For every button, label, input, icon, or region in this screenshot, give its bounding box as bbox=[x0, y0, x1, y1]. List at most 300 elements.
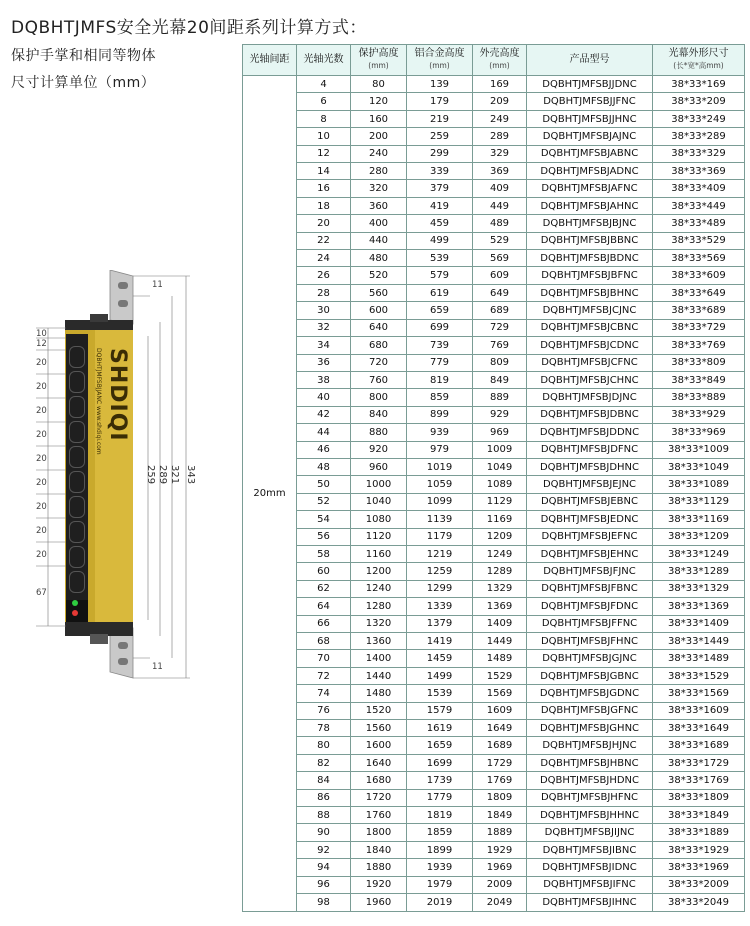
dimension-cell: 38*33*1489 bbox=[653, 650, 745, 667]
beam-count-cell: 6 bbox=[297, 93, 351, 110]
table-row bbox=[243, 598, 745, 615]
housing-height-cell: 1769 bbox=[473, 772, 527, 789]
beam-count-cell: 70 bbox=[297, 650, 351, 667]
beam-count-cell: 64 bbox=[297, 598, 351, 615]
aluminum-height-cell: 1899 bbox=[407, 841, 473, 858]
beam-count-cell: 16 bbox=[297, 180, 351, 197]
model-cell: DQBHTJMFSBJIBNC bbox=[527, 841, 653, 858]
model-cell: DQBHTJMFSBJAJNC bbox=[527, 128, 653, 145]
housing-height-cell: 1049 bbox=[473, 458, 527, 475]
protection-height-cell: 1800 bbox=[351, 824, 407, 841]
subtitle-unit: 尺寸计算单位（mm） bbox=[11, 75, 156, 91]
dimension-cell: 38*33*209 bbox=[653, 93, 745, 110]
aluminum-height-cell: 1019 bbox=[407, 458, 473, 475]
protection-height-cell: 1520 bbox=[351, 702, 407, 719]
model-cell: DQBHTJMFSBJFBNC bbox=[527, 580, 653, 597]
aluminum-height-cell: 539 bbox=[407, 250, 473, 267]
beam-count-cell: 42 bbox=[297, 406, 351, 423]
model-cell: DQBHTJMFSBJCJNC bbox=[527, 302, 653, 319]
aluminum-height-cell: 579 bbox=[407, 267, 473, 284]
dimension-cell: 38*33*1609 bbox=[653, 702, 745, 719]
beam-count-cell: 10 bbox=[297, 128, 351, 145]
dim-label: 20 bbox=[36, 382, 47, 392]
table-row bbox=[243, 476, 745, 493]
dimension-cell: 38*33*1369 bbox=[653, 598, 745, 615]
aluminum-height-cell: 1459 bbox=[407, 650, 473, 667]
aluminum-height-cell: 459 bbox=[407, 215, 473, 232]
protection-height-cell: 1000 bbox=[351, 476, 407, 493]
housing-height-cell: 449 bbox=[473, 197, 527, 214]
protection-height-cell: 680 bbox=[351, 337, 407, 354]
model-cell: DQBHTJMFSBJBDNC bbox=[527, 250, 653, 267]
table-row bbox=[243, 337, 745, 354]
protection-height-cell: 1160 bbox=[351, 545, 407, 562]
housing-height-cell: 289 bbox=[473, 128, 527, 145]
protection-height-cell: 920 bbox=[351, 441, 407, 458]
housing-height-cell: 1009 bbox=[473, 441, 527, 458]
protection-height-cell: 880 bbox=[351, 424, 407, 441]
beam-count-cell: 88 bbox=[297, 807, 351, 824]
dimension-cell: 38*33*1849 bbox=[653, 807, 745, 824]
protection-height-cell: 1400 bbox=[351, 650, 407, 667]
height-dim: 343 bbox=[185, 465, 196, 485]
aluminum-height-cell: 779 bbox=[407, 354, 473, 371]
model-cell: DQBHTJMFSBJEJNC bbox=[527, 476, 653, 493]
header-cell: 光轴间距 bbox=[243, 45, 297, 76]
protection-height-cell: 280 bbox=[351, 163, 407, 180]
table-row bbox=[243, 406, 745, 423]
dimension-cell: 38*33*1729 bbox=[653, 754, 745, 771]
beam-count-cell: 50 bbox=[297, 476, 351, 493]
protection-height-cell: 1040 bbox=[351, 493, 407, 510]
protection-height-cell: 400 bbox=[351, 215, 407, 232]
dimension-cell: 38*33*1009 bbox=[653, 441, 745, 458]
model-cell: DQBHTJMFSBJBFNC bbox=[527, 267, 653, 284]
aluminum-height-cell: 259 bbox=[407, 128, 473, 145]
beam-count-cell: 60 bbox=[297, 563, 351, 580]
model-cell: DQBHTJMFSBJFHNC bbox=[527, 633, 653, 650]
beam-count-cell: 56 bbox=[297, 528, 351, 545]
table-row bbox=[243, 754, 745, 771]
beam-count-cell: 66 bbox=[297, 615, 351, 632]
height-dim: 259 bbox=[145, 465, 156, 485]
protection-height-cell: 1480 bbox=[351, 685, 407, 702]
housing-height-cell: 1969 bbox=[473, 859, 527, 876]
aluminum-height-cell: 1699 bbox=[407, 754, 473, 771]
protection-height-cell: 800 bbox=[351, 389, 407, 406]
aluminum-height-cell: 859 bbox=[407, 389, 473, 406]
beam-count-cell: 38 bbox=[297, 371, 351, 388]
dimension-cell: 38*33*449 bbox=[653, 197, 745, 214]
aluminum-height-cell: 1379 bbox=[407, 615, 473, 632]
beam-count-cell: 82 bbox=[297, 754, 351, 771]
protection-height-cell: 1760 bbox=[351, 807, 407, 824]
table-row bbox=[243, 737, 745, 754]
protection-height-cell: 600 bbox=[351, 302, 407, 319]
aluminum-height-cell: 1139 bbox=[407, 511, 473, 528]
beam-count-cell: 62 bbox=[297, 580, 351, 597]
beam-count-cell: 28 bbox=[297, 284, 351, 301]
model-cell: DQBHTJMFSBJHFNC bbox=[527, 789, 653, 806]
beam-count-cell: 30 bbox=[297, 302, 351, 319]
table-row bbox=[243, 615, 745, 632]
housing-height-cell: 529 bbox=[473, 232, 527, 249]
protection-height-cell: 1680 bbox=[351, 772, 407, 789]
model-cell: DQBHTJMFSBJGJNC bbox=[527, 650, 653, 667]
aluminum-height-cell: 1179 bbox=[407, 528, 473, 545]
dimension-cell: 38*33*849 bbox=[653, 371, 745, 388]
beam-count-cell: 26 bbox=[297, 267, 351, 284]
table-row bbox=[243, 441, 745, 458]
dimension-cell: 38*33*369 bbox=[653, 163, 745, 180]
dimension-cell: 38*33*1969 bbox=[653, 859, 745, 876]
aluminum-height-cell: 619 bbox=[407, 284, 473, 301]
housing-height-cell: 169 bbox=[473, 76, 527, 93]
model-cell: DQBHTJMFSBJCDNC bbox=[527, 337, 653, 354]
model-cell: DQBHTJMFSBJHDNC bbox=[527, 772, 653, 789]
beam-count-cell: 90 bbox=[297, 824, 351, 841]
beam-count-cell: 84 bbox=[297, 772, 351, 789]
housing-height-cell: 1449 bbox=[473, 633, 527, 650]
table-row bbox=[243, 93, 745, 110]
protection-height-cell: 520 bbox=[351, 267, 407, 284]
dimension-cell: 38*33*1209 bbox=[653, 528, 745, 545]
model-cell: DQBHTJMFSBJFJNC bbox=[527, 563, 653, 580]
table-row bbox=[243, 371, 745, 388]
model-cell: DQBHTJMFSBJCFNC bbox=[527, 354, 653, 371]
housing-height-cell: 769 bbox=[473, 337, 527, 354]
protection-height-cell: 1600 bbox=[351, 737, 407, 754]
header-cell: 光轴光数 bbox=[297, 45, 351, 76]
model-cell: DQBHTJMFSBJDDNC bbox=[527, 424, 653, 441]
model-cell: DQBHTJMFSBJIJNC bbox=[527, 824, 653, 841]
height-dim: 289 bbox=[157, 465, 168, 485]
housing-height-cell: 689 bbox=[473, 302, 527, 319]
protection-height-cell: 760 bbox=[351, 371, 407, 388]
housing-height-cell: 489 bbox=[473, 215, 527, 232]
model-cell: DQBHTJMFSBJEBNC bbox=[527, 493, 653, 510]
dim-label: 20 bbox=[36, 526, 47, 536]
housing-height-cell: 409 bbox=[473, 180, 527, 197]
beam-count-cell: 92 bbox=[297, 841, 351, 858]
protection-height-cell: 200 bbox=[351, 128, 407, 145]
beam-count-cell: 24 bbox=[297, 250, 351, 267]
housing-height-cell: 1889 bbox=[473, 824, 527, 841]
protection-height-cell: 1240 bbox=[351, 580, 407, 597]
aluminum-height-cell: 899 bbox=[407, 406, 473, 423]
beam-count-cell: 12 bbox=[297, 145, 351, 162]
dimension-cell: 38*33*529 bbox=[653, 232, 745, 249]
aluminum-height-cell: 1579 bbox=[407, 702, 473, 719]
model-cell: DQBHTJMFSBJDFNC bbox=[527, 441, 653, 458]
spec-table-body bbox=[243, 76, 745, 912]
dimension-cell: 38*33*289 bbox=[653, 128, 745, 145]
protection-height-cell: 560 bbox=[351, 284, 407, 301]
protection-height-cell: 1920 bbox=[351, 876, 407, 893]
dimension-cell: 38*33*169 bbox=[653, 76, 745, 93]
dimension-cell: 38*33*1929 bbox=[653, 841, 745, 858]
table-row bbox=[243, 841, 745, 858]
aluminum-height-cell: 1659 bbox=[407, 737, 473, 754]
header-cell: 保护高度 (mm) bbox=[351, 45, 407, 76]
table-row bbox=[243, 128, 745, 145]
dimension-cell: 38*33*1329 bbox=[653, 580, 745, 597]
protection-height-cell: 1360 bbox=[351, 633, 407, 650]
beam-count-cell: 40 bbox=[297, 389, 351, 406]
protection-height-cell: 1720 bbox=[351, 789, 407, 806]
aluminum-height-cell: 1259 bbox=[407, 563, 473, 580]
table-row bbox=[243, 110, 745, 127]
protection-height-cell: 120 bbox=[351, 93, 407, 110]
housing-height-cell: 369 bbox=[473, 163, 527, 180]
beam-count-cell: 86 bbox=[297, 789, 351, 806]
protection-height-cell: 1200 bbox=[351, 563, 407, 580]
dimension-cell: 38*33*649 bbox=[653, 284, 745, 301]
dimension-cell: 38*33*889 bbox=[653, 389, 745, 406]
aluminum-height-cell: 2019 bbox=[407, 894, 473, 912]
protection-height-cell: 360 bbox=[351, 197, 407, 214]
model-cell: DQBHTJMFSBJEHNC bbox=[527, 545, 653, 562]
aluminum-height-cell: 179 bbox=[407, 93, 473, 110]
aluminum-height-cell: 1939 bbox=[407, 859, 473, 876]
housing-height-cell: 1809 bbox=[473, 789, 527, 806]
dim-label: 20 bbox=[36, 430, 47, 440]
dimension-cell: 38*33*249 bbox=[653, 110, 745, 127]
aluminum-height-cell: 139 bbox=[407, 76, 473, 93]
protection-height-cell: 1640 bbox=[351, 754, 407, 771]
housing-height-cell: 1129 bbox=[473, 493, 527, 510]
dimension-cell: 38*33*1689 bbox=[653, 737, 745, 754]
dimension-cell: 38*33*809 bbox=[653, 354, 745, 371]
table-row bbox=[243, 528, 745, 545]
model-cell: DQBHTJMFSBJGDNC bbox=[527, 685, 653, 702]
beam-count-cell: 34 bbox=[297, 337, 351, 354]
protection-height-cell: 1440 bbox=[351, 667, 407, 684]
top-bracket-dim: 11 bbox=[152, 280, 163, 290]
housing-height-cell: 329 bbox=[473, 145, 527, 162]
table-row bbox=[243, 876, 745, 893]
housing-height-cell: 969 bbox=[473, 424, 527, 441]
beam-count-cell: 96 bbox=[297, 876, 351, 893]
dimension-cell: 38*33*729 bbox=[653, 319, 745, 336]
beam-count-cell: 98 bbox=[297, 894, 351, 912]
model-cell: DQBHTJMFSBJDJNC bbox=[527, 389, 653, 406]
housing-height-cell: 649 bbox=[473, 284, 527, 301]
model-cell: DQBHTJMFSBJFFNC bbox=[527, 615, 653, 632]
dim-label: 20 bbox=[36, 358, 47, 368]
table-row bbox=[243, 859, 745, 876]
beam-count-cell: 22 bbox=[297, 232, 351, 249]
housing-height-cell: 1649 bbox=[473, 720, 527, 737]
model-cell: DQBHTJMFSBJHBNC bbox=[527, 754, 653, 771]
dim-label: 20 bbox=[36, 454, 47, 464]
brand-logo: SHDIQI bbox=[105, 348, 130, 442]
dimension-cell: 38*33*2009 bbox=[653, 876, 745, 893]
dimension-cell: 38*33*409 bbox=[653, 180, 745, 197]
header-cell: 光幕外形尺寸 (长*宽*高mm) bbox=[653, 45, 745, 76]
side-label: DQBHTJMFSBJJANC www.shdiqi.com bbox=[95, 348, 102, 455]
beam-count-cell: 80 bbox=[297, 737, 351, 754]
table-row bbox=[243, 458, 745, 475]
dimension-cell: 38*33*1289 bbox=[653, 563, 745, 580]
table-row bbox=[243, 633, 745, 650]
table-row bbox=[243, 267, 745, 284]
dimension-cell: 38*33*569 bbox=[653, 250, 745, 267]
table-row bbox=[243, 284, 745, 301]
model-cell: DQBHTJMFSBJGBNC bbox=[527, 667, 653, 684]
dimension-cell: 38*33*489 bbox=[653, 215, 745, 232]
beam-count-cell: 48 bbox=[297, 458, 351, 475]
aluminum-height-cell: 299 bbox=[407, 145, 473, 162]
aluminum-height-cell: 1539 bbox=[407, 685, 473, 702]
model-cell: DQBHTJMFSBJHHNC bbox=[527, 807, 653, 824]
lens-column bbox=[69, 346, 85, 596]
dimension-cell: 38*33*1809 bbox=[653, 789, 745, 806]
table-row bbox=[243, 650, 745, 667]
aluminum-height-cell: 1339 bbox=[407, 598, 473, 615]
table-row bbox=[243, 163, 745, 180]
table-row bbox=[243, 250, 745, 267]
table-row bbox=[243, 389, 745, 406]
table-row bbox=[243, 545, 745, 562]
dimension-cell: 38*33*1409 bbox=[653, 615, 745, 632]
beam-count-cell: 74 bbox=[297, 685, 351, 702]
housing-height-cell: 1729 bbox=[473, 754, 527, 771]
model-cell: DQBHTJMFSBJCBNC bbox=[527, 319, 653, 336]
page-title: DQBHTJMFS安全光幕20间距系列计算方式： bbox=[11, 18, 367, 38]
beam-count-cell: 68 bbox=[297, 633, 351, 650]
dimension-cell: 38*33*2049 bbox=[653, 894, 745, 912]
model-cell: DQBHTJMFSBJJHNC bbox=[527, 110, 653, 127]
model-cell: DQBHTJMFSBJEFNC bbox=[527, 528, 653, 545]
table-row bbox=[243, 789, 745, 806]
model-cell: DQBHTJMFSBJABNC bbox=[527, 145, 653, 162]
protection-height-cell: 80 bbox=[351, 76, 407, 93]
model-cell: DQBHTJMFSBJBJNC bbox=[527, 215, 653, 232]
table-row bbox=[243, 424, 745, 441]
dimension-cell: 38*33*1169 bbox=[653, 511, 745, 528]
model-cell: DQBHTJMFSBJBHNC bbox=[527, 284, 653, 301]
protection-height-cell: 840 bbox=[351, 406, 407, 423]
table-row bbox=[243, 354, 745, 371]
aluminum-height-cell: 1739 bbox=[407, 772, 473, 789]
height-dim: 321 bbox=[169, 465, 180, 485]
dimension-cell: 38*33*1889 bbox=[653, 824, 745, 841]
aluminum-height-cell: 819 bbox=[407, 371, 473, 388]
housing-height-cell: 1209 bbox=[473, 528, 527, 545]
model-cell: DQBHTJMFSBJAFNC bbox=[527, 180, 653, 197]
header-cell: 外壳高度 (mm) bbox=[473, 45, 527, 76]
model-cell: DQBHTJMFSBJIDNC bbox=[527, 859, 653, 876]
aluminum-height-cell: 1419 bbox=[407, 633, 473, 650]
model-cell: DQBHTJMFSBJEDNC bbox=[527, 511, 653, 528]
dimension-cell: 38*33*329 bbox=[653, 145, 745, 162]
beam-count-cell: 94 bbox=[297, 859, 351, 876]
protection-height-cell: 720 bbox=[351, 354, 407, 371]
table-row bbox=[243, 894, 745, 912]
model-cell: DQBHTJMFSBJJFNC bbox=[527, 93, 653, 110]
housing-height-cell: 1609 bbox=[473, 702, 527, 719]
dimension-cell: 38*33*1529 bbox=[653, 667, 745, 684]
table-header-row bbox=[243, 45, 745, 76]
table-row bbox=[243, 302, 745, 319]
status-led-red-icon bbox=[72, 610, 78, 616]
dim-label: 20 bbox=[36, 502, 47, 512]
dimension-cell: 38*33*1649 bbox=[653, 720, 745, 737]
protection-height-cell: 1560 bbox=[351, 720, 407, 737]
aluminum-height-cell: 219 bbox=[407, 110, 473, 127]
model-cell: DQBHTJMFSBJGHNC bbox=[527, 720, 653, 737]
housing-height-cell: 1249 bbox=[473, 545, 527, 562]
aluminum-height-cell: 1979 bbox=[407, 876, 473, 893]
aluminum-height-cell: 659 bbox=[407, 302, 473, 319]
dimension-cell: 38*33*1129 bbox=[653, 493, 745, 510]
protection-height-cell: 1120 bbox=[351, 528, 407, 545]
housing-height-cell: 1369 bbox=[473, 598, 527, 615]
table-row bbox=[243, 180, 745, 197]
table-row bbox=[243, 824, 745, 841]
housing-height-cell: 1689 bbox=[473, 737, 527, 754]
dim-label: 20 bbox=[36, 478, 47, 488]
housing-height-cell: 1929 bbox=[473, 841, 527, 858]
housing-height-cell: 1329 bbox=[473, 580, 527, 597]
aluminum-height-cell: 1619 bbox=[407, 720, 473, 737]
beam-count-cell: 4 bbox=[297, 76, 351, 93]
housing-height-cell: 1089 bbox=[473, 476, 527, 493]
table-row bbox=[243, 493, 745, 510]
aluminum-height-cell: 739 bbox=[407, 337, 473, 354]
model-cell: DQBHTJMFSBJDBNC bbox=[527, 406, 653, 423]
table-row bbox=[243, 145, 745, 162]
model-cell: DQBHTJMFSBJFDNC bbox=[527, 598, 653, 615]
axis-spacing-cell: 20mm bbox=[243, 76, 297, 912]
aluminum-height-cell: 939 bbox=[407, 424, 473, 441]
table-row bbox=[243, 580, 745, 597]
protection-height-cell: 960 bbox=[351, 458, 407, 475]
model-cell: DQBHTJMFSBJIHNC bbox=[527, 894, 653, 912]
table-row bbox=[243, 76, 745, 93]
aluminum-height-cell: 1059 bbox=[407, 476, 473, 493]
table-row bbox=[243, 720, 745, 737]
dim-label: 20 bbox=[36, 550, 47, 560]
dimension-cell: 38*33*769 bbox=[653, 337, 745, 354]
dim-label: 10 bbox=[36, 329, 47, 339]
model-cell: DQBHTJMFSBJCHNC bbox=[527, 371, 653, 388]
aluminum-height-cell: 699 bbox=[407, 319, 473, 336]
housing-height-cell: 2009 bbox=[473, 876, 527, 893]
housing-height-cell: 209 bbox=[473, 93, 527, 110]
beam-count-cell: 44 bbox=[297, 424, 351, 441]
housing-height-cell: 849 bbox=[473, 371, 527, 388]
dim-label: 12 bbox=[36, 339, 47, 349]
protection-height-cell: 240 bbox=[351, 145, 407, 162]
dimension-cell: 38*33*689 bbox=[653, 302, 745, 319]
bottom-bracket-dim: 11 bbox=[152, 662, 163, 672]
table-row bbox=[243, 232, 745, 249]
beam-count-cell: 32 bbox=[297, 319, 351, 336]
beam-count-cell: 72 bbox=[297, 667, 351, 684]
beam-count-cell: 46 bbox=[297, 441, 351, 458]
housing-height-cell: 1489 bbox=[473, 650, 527, 667]
housing-height-cell: 249 bbox=[473, 110, 527, 127]
housing-height-cell: 1569 bbox=[473, 685, 527, 702]
protection-height-cell: 320 bbox=[351, 180, 407, 197]
housing-height-cell: 729 bbox=[473, 319, 527, 336]
housing-height-cell: 1169 bbox=[473, 511, 527, 528]
table-row bbox=[243, 807, 745, 824]
aluminum-height-cell: 1219 bbox=[407, 545, 473, 562]
housing-height-cell: 2049 bbox=[473, 894, 527, 912]
